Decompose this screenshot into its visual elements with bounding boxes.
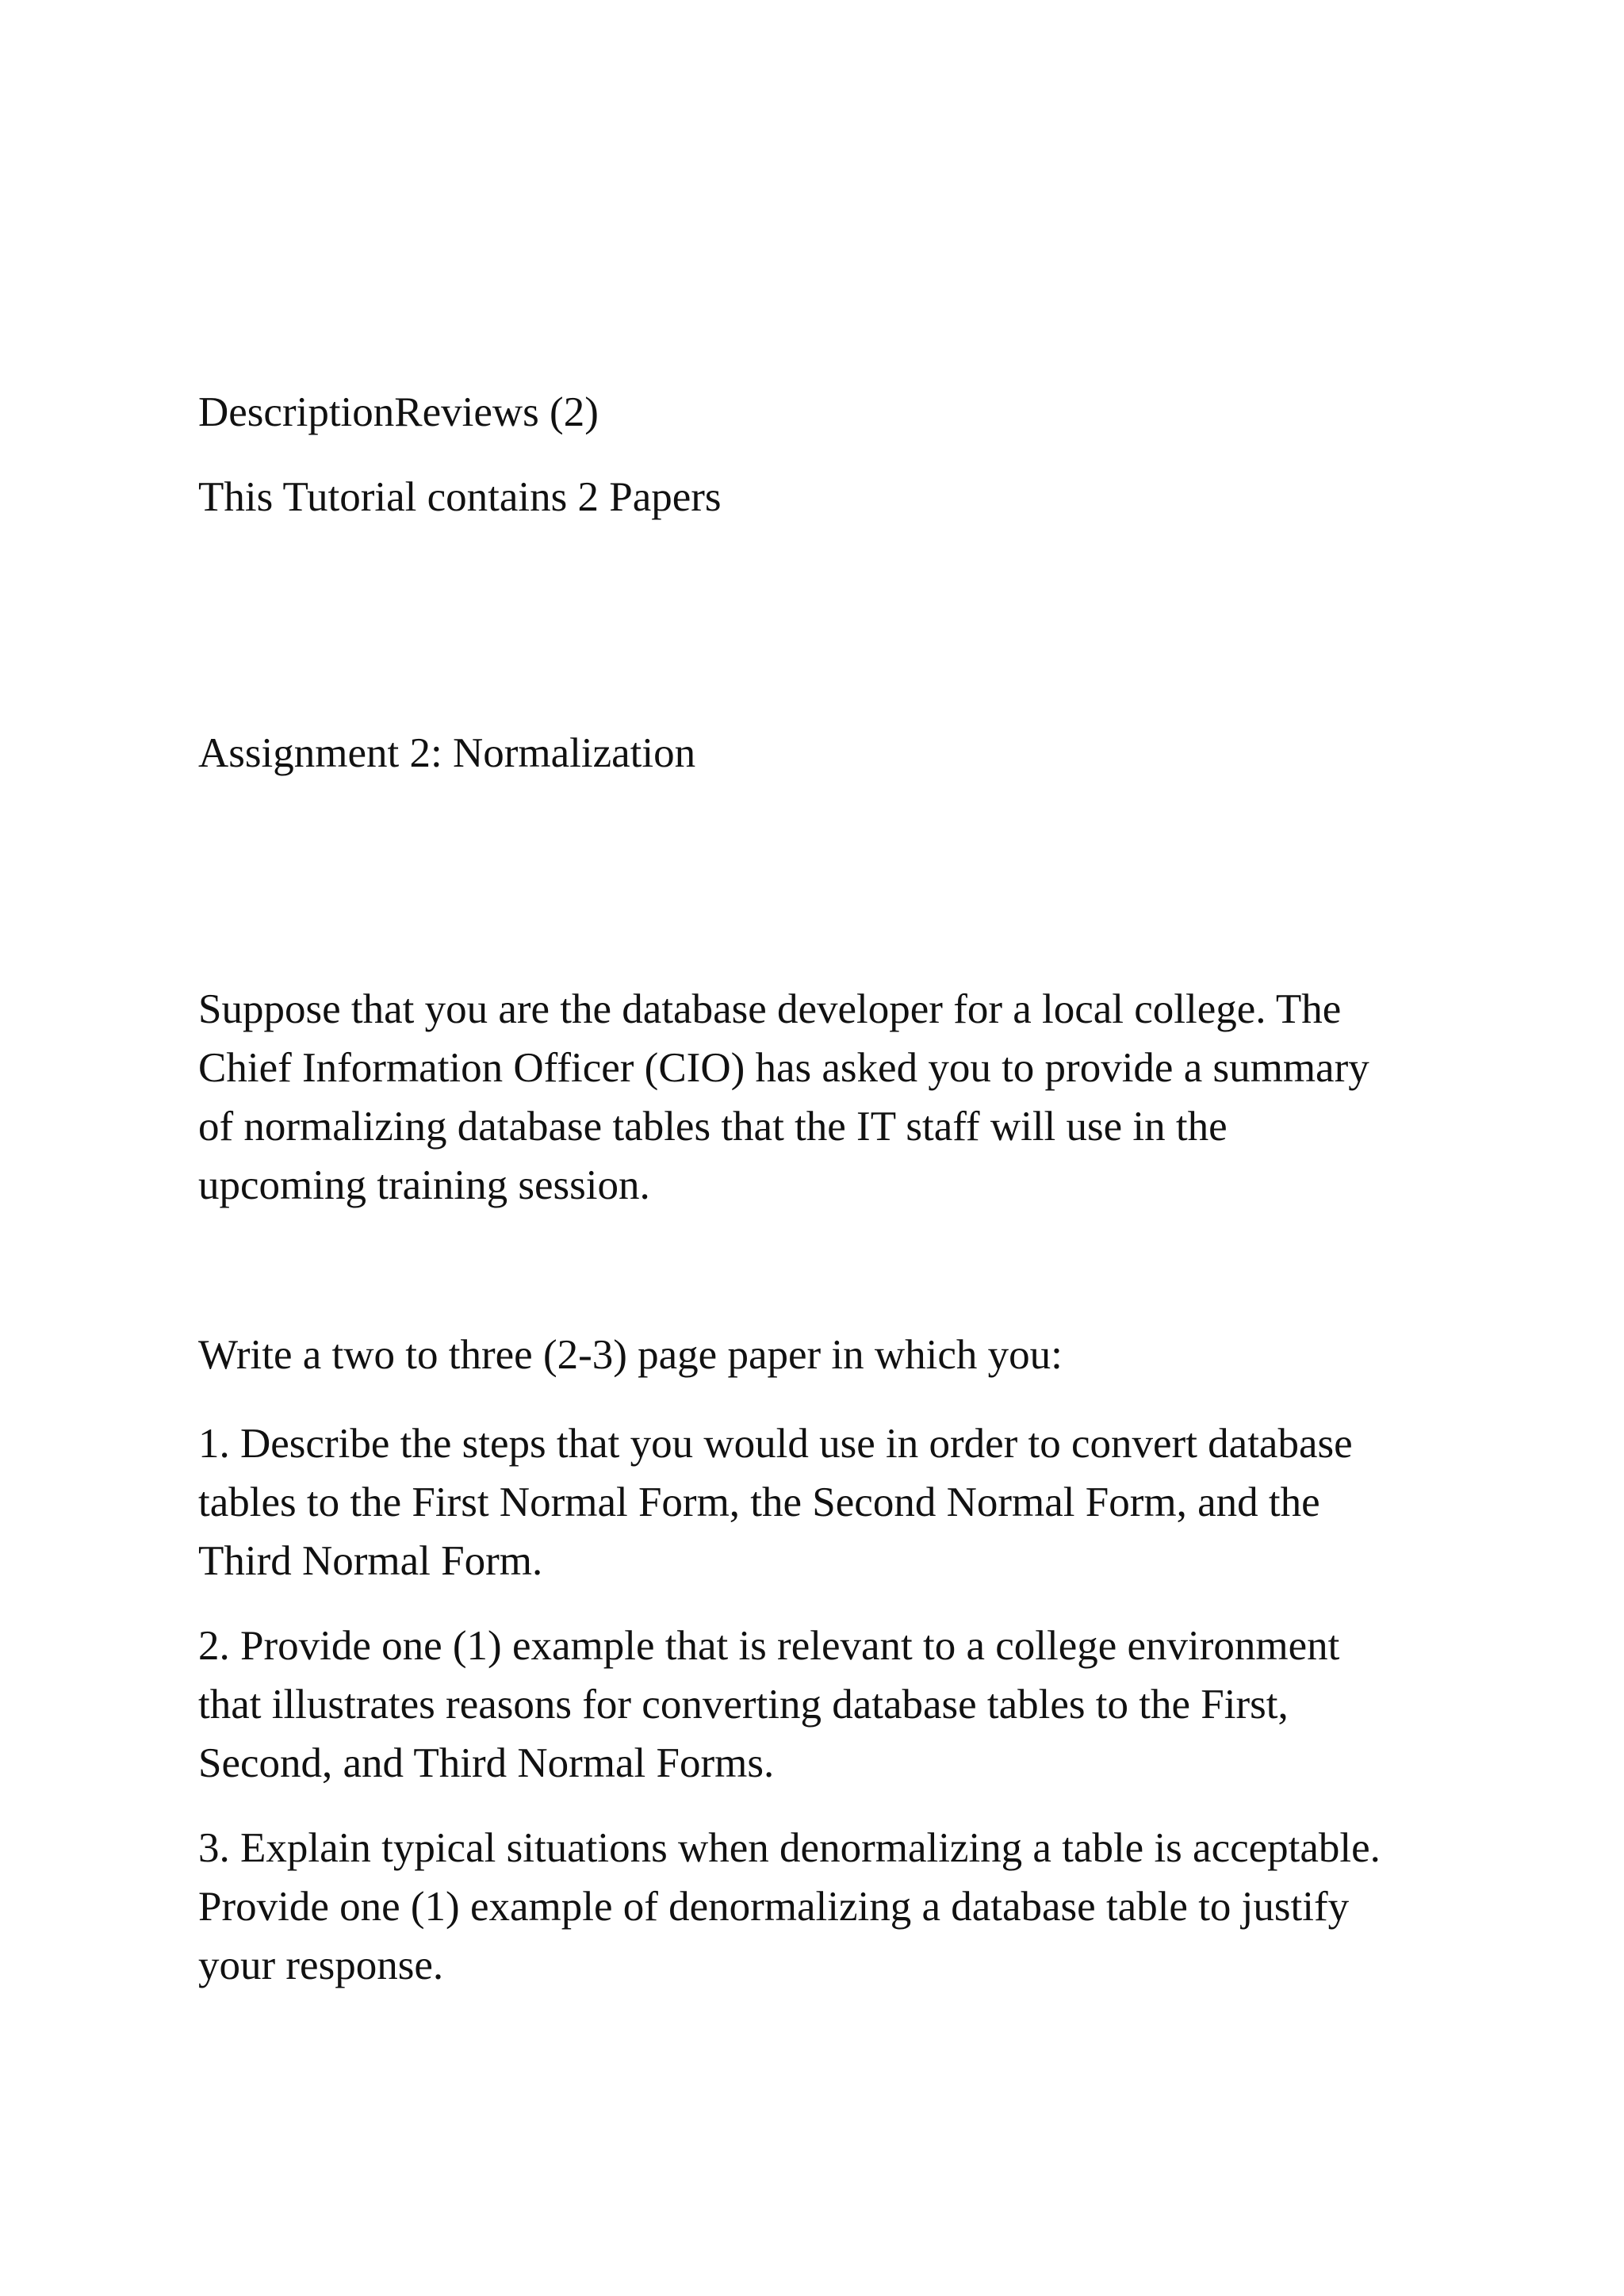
assignment-title-text: Assignment 2: Normalization (198, 730, 696, 776)
scenario-line: Chief Information Officer (CIO) has asked you to provide a summary (198, 1045, 1369, 1091)
instruction-line-text: Write a two to three (2-3) page paper in which you: (198, 1332, 1063, 1378)
header-title (198, 383, 1499, 442)
requirement-item (198, 1414, 1499, 1590)
requirement-line: 2. Provide one (1) example that is relevant to a college environment (198, 1623, 1340, 1669)
scenario-line: of normalizing database tables that the IT staff will use in the (198, 1104, 1228, 1150)
requirement-line: tables to the First Normal Form, the Second Normal Form, and the (198, 1479, 1320, 1525)
requirement-line: Second, and Third Normal Forms. (198, 1740, 775, 1786)
requirement-line: your response. (198, 1942, 444, 1988)
requirement-item (198, 1617, 1499, 1793)
scenario-paragraph (198, 980, 1499, 1215)
requirement-line: 1. Describe the steps that you would use in order to convert database (198, 1421, 1353, 1467)
scenario-line: Suppose that you are the database developer for a local college. The (198, 986, 1342, 1032)
assignment-title (198, 724, 1499, 783)
instruction-line (198, 1326, 1499, 1384)
requirement-line: Provide one (1) example of denormalizing a database table to justify (198, 1884, 1350, 1930)
header-title-text: DescriptionReviews (2) (198, 389, 599, 435)
scenario-line: upcoming training session. (198, 1162, 650, 1208)
tutorial-line (198, 468, 1499, 526)
requirement-line: Third Normal Form. (198, 1538, 543, 1584)
tutorial-line-text: This Tutorial contains 2 Papers (198, 474, 722, 520)
requirement-line: that illustrates reasons for converting database tables to the First, (198, 1682, 1289, 1728)
requirement-item (198, 1819, 1499, 1995)
requirement-line: 3. Explain typical situations when denormalizing a table is acceptable. (198, 1825, 1381, 1871)
